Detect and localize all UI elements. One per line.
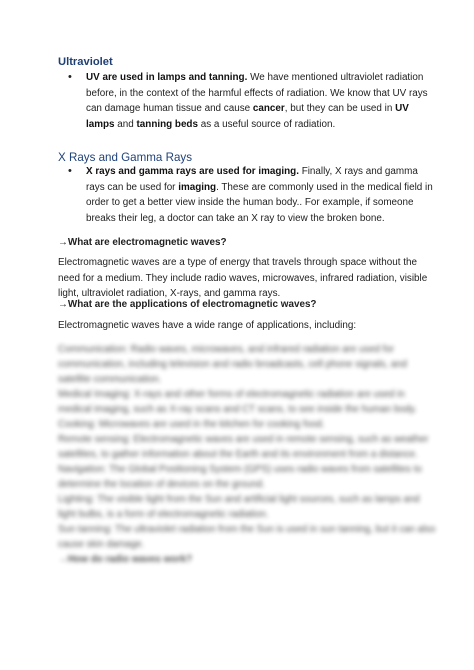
answer-em-waves: Electromagnetic waves are a type of energy that travels through space without the need for a medium. They include radio waves, microwaves, infrared radiation, visible light, ultraviolet radiation, X-rays, and gamma rays. <box>58 257 428 299</box>
answer-applications-intro: Electromagnetic waves have a wide range of applications, including: <box>58 320 357 331</box>
uv-text-1: We have mentioned ultraviolet radiation before, in the context of the harmful effects of radiation. We know that UV rays can damage human tissue and cause <box>86 72 428 114</box>
question-applications: →What are the applications of electromagnetic waves? <box>58 299 317 310</box>
xray-text-1: Finally, X rays and gamma rays can be used for <box>86 166 418 193</box>
uv-lamps: UV lamps <box>86 103 409 130</box>
uv-text-4: as a useful source of radiation. <box>197 118 336 130</box>
uv-beds: tanning beds <box>136 118 198 130</box>
bullet-marker: • <box>68 165 72 177</box>
xray-paragraph <box>86 164 436 226</box>
xray-lead: X rays and gamma rays are used for imaging. <box>86 166 299 177</box>
blurred-preview-content: Communication: Radio waves, microwaves, and infrared radiation are used for communication, including television and radio broadcasts, cell phone signals, and satellite communication. Medical Imaging: X-rays and other forms of electromagnetic radiation are used in medical imaging, such as X-ray scans and CT scans, to see inside the human body. Cooking: Microwaves are used in the kitchen for cooking food. Remote sensing: Electromagnetic waves are used in remote sensing, such as weather satellites, to gather information about the Earth and its environment from a distance. Navigation: The Global Positioning System (GPS) uses radio waves from satellites to determine the location of devices on the ground. Lighting: The visible light from the Sun and artificial light sources, such as lamps and light bulbs, is a form of electromagnetic radiation. Sun tanning: The ultraviolet radiation from the Sun is used in sun tanning, but it can also cause skin damage. →How do radio waves work? <box>58 344 436 565</box>
bullet-marker: • <box>68 71 72 83</box>
xray-text-2: . These are commonly used in the medical field in order to get a better view inside the human body.. For example, if someone breaks their leg, a doctor can take an X ray to view the broken bone. <box>86 181 433 224</box>
uv-text-3: and <box>114 118 137 130</box>
xray-imaging: imaging <box>178 181 217 193</box>
uv-cancer: cancer <box>252 103 285 114</box>
xray-heading: X Rays and Gamma Rays <box>58 151 193 164</box>
uv-lead: UV are used in lamps and tanning. <box>86 72 248 83</box>
uv-text-2: , but they can be used in <box>284 103 396 114</box>
ultraviolet-paragraph <box>86 70 436 132</box>
question-em-waves: →What are electromagnetic waves? <box>58 237 227 248</box>
ultraviolet-heading: Ultraviolet <box>58 56 113 68</box>
